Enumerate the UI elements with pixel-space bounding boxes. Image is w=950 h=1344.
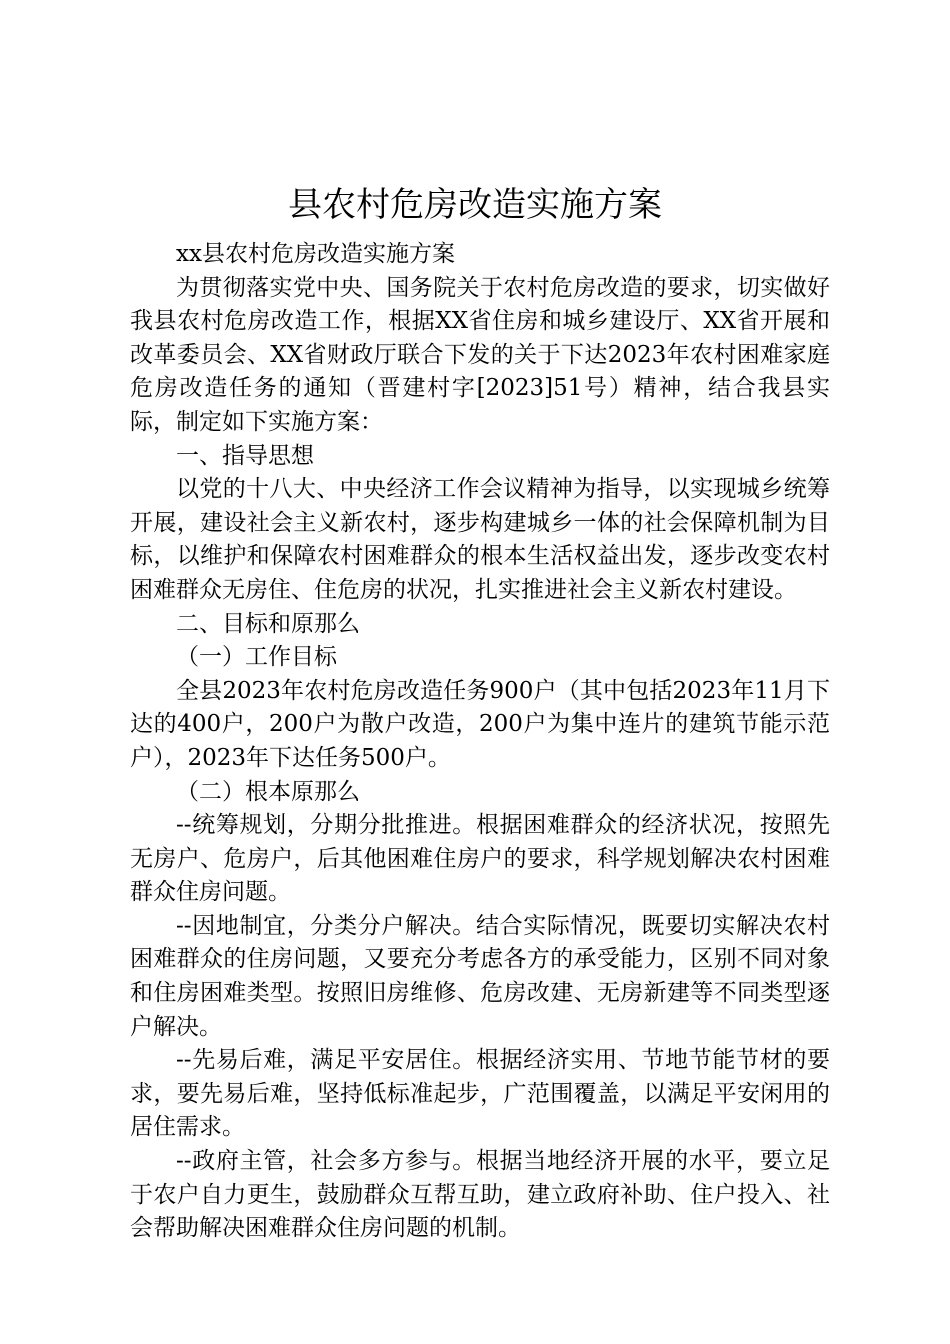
guiding-ideology-paragraph: 以党的十八大、中央经济工作会议精神为指导，以实现城乡统筹开展，建设社会主义新农村，逐步构建城乡一体的社会保障机制为目标，以维护和保障农村困难群众的根本生活权益出发，逐步改变农村困难群众无房住、住危房的状况，扎实推进社会主义新农村建设。 <box>130 476 830 603</box>
section-heading-guiding-ideology: 一、指导思想 <box>176 442 314 469</box>
work-goals-paragraph: 全县2023年农村危房改造任务900户（其中包括2023年11月下达的400户，200户为散户改造，200户为集中连片的建筑节能示范户），2023年下达任务500户。 <box>130 677 830 771</box>
principle-paragraph: --统筹规划，分期分批推进。根据困难群众的经济状况，按照先无房户、危房户，后其他困难住房户的要求，科学规划解决农村困难群众住房问题。 <box>130 812 830 906</box>
intro-paragraph: 为贯彻落实党中央、国务院关于农村危房改造的要求，切实做好我县农村危房改造工作，根据XX省住房和城乡建设厅、XX省开展和改革委员会、XX省财政厅联合下发的关于下达2023年农村困难家庭危房改造任务的通知（晋建村字[2023]51号）精神，结合我县实际，制定如下实施方案： <box>130 274 830 435</box>
principle-paragraph: --因地制宜，分类分户解决。结合实际情况，既要切实解决农村困难群众的住房问题，又要充分考虑各方的承受能力，区别不同对象和住房困难类型。按照旧房维修、危房改建、无房新建等不同类型逐户解决。 <box>130 912 830 1040</box>
principle-paragraph: --政府主管，社会多方参与。根据当地经济开展的水平，要立足于农户自力更生，鼓励群众互帮互助，建立政府补助、住户投入、社会帮助解决困难群众住房问题的机制。 <box>130 1148 830 1242</box>
subtitle-paragraph: xx县农村危房改造实施方案 <box>176 241 455 267</box>
subheading-work-goals: （一）工作目标 <box>176 644 337 671</box>
document-title: 县农村危房改造实施方案 <box>288 185 662 225</box>
document-body <box>130 238 830 1246</box>
subheading-basic-principles: （二）根本原那么 <box>176 778 360 805</box>
section-heading-goals-principles: 二、目标和原那么 <box>176 610 360 637</box>
principle-paragraph: --先易后难，满足平安居住。根据经济实用、节地节能节材的要求，要先易后难，坚持低标准起步，广范围覆盖，以满足平安闲用的居住需求。 <box>130 1047 830 1141</box>
